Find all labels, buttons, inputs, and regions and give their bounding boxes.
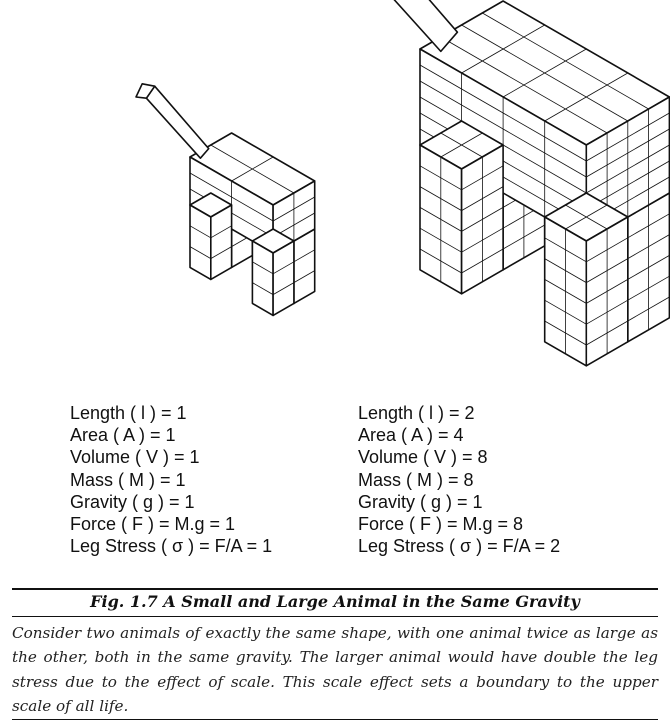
front-left-leg-front — [190, 205, 211, 279]
small-volume-stat: Volume ( V ) = 1 — [70, 447, 200, 468]
figure-caption-body: Consider two animals of exactly the same shape, with one animal twice as large as the other, both in the same gravity. The larger animal would have double the leg stress due to the effect of scale. This scale effect sets a boundary to the upper scale of all life. — [12, 624, 658, 716]
figure-caption-title: Fig. 1.7 A Small and Large Animal in the Same Gravity — [90, 592, 580, 611]
back-right-leg-side — [294, 229, 315, 303]
small-area-stat: Area ( A ) = 1 — [70, 425, 176, 446]
large-mass-stat: Mass ( M ) = 8 — [358, 469, 474, 490]
large-area-stat: Area ( A ) = 4 — [358, 425, 464, 446]
front-right-leg-front — [252, 241, 273, 315]
caption-top-rule — [12, 588, 658, 590]
large-animal-drawing — [312, 0, 670, 366]
large-volume-stat: Volume ( V ) = 8 — [358, 447, 488, 468]
front-left-leg-side — [211, 205, 232, 279]
large-animal-stats — [358, 402, 560, 557]
small-mass-stat: Mass ( M ) = 1 — [70, 469, 186, 490]
large-leg-stress-stat: Leg Stress ( σ ) = F/A = 2 — [358, 536, 561, 557]
large-force-stat: Force ( F ) = M.g = 8 — [358, 514, 524, 535]
small-leg-stress-stat: Leg Stress ( σ ) = F/A = 1 — [70, 536, 273, 557]
front-right-leg-side — [273, 241, 294, 315]
small-length-stat: Length ( l ) = 1 — [70, 403, 187, 423]
small-animal-drawing — [136, 84, 315, 316]
large-length-stat: Length ( l ) = 2 — [358, 403, 475, 423]
small-force-stat: Force ( F ) = M.g = 1 — [70, 514, 236, 535]
small-gravity-stat: Gravity ( g ) = 1 — [70, 491, 195, 512]
neck — [333, 0, 458, 51]
small-animal-stats — [70, 402, 272, 557]
neck — [146, 86, 208, 158]
caption-divider — [12, 616, 658, 617]
large-gravity-stat: Gravity ( g ) = 1 — [358, 491, 483, 512]
caption-bottom-rule — [12, 719, 658, 720]
